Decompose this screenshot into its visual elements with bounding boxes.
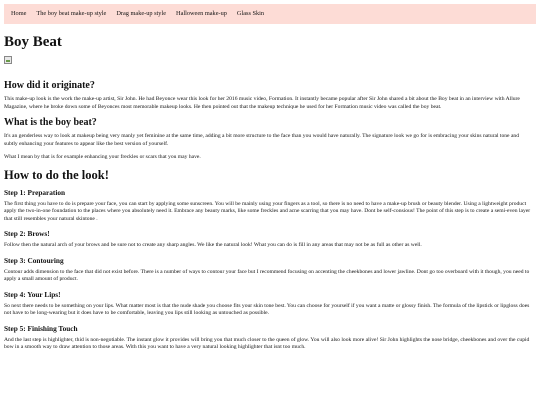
section-heading-what-is: What is the boy beat?: [4, 117, 97, 128]
nav-link-halloween[interactable]: Halloween make-up: [176, 10, 227, 17]
step-3-text: Contour adds dimension to the face that did not exist before. There is a number of ways to contour your face but I recommend focusing on accenting the cheekbones and lower jawline. Dont go too overboard with it though, you need to apply a small amount of product.: [4, 268, 530, 282]
paragraph-what-is-2: What I mean by that is for example enhancing your freckles or scars that you may have.: [4, 154, 201, 160]
nav-link-glass-skin[interactable]: Glass Skin: [236, 10, 265, 17]
section-what-is: [4, 117, 534, 162]
paragraph-origin: This make-up look is the work the make-up artist, Sir John. He had Beyonce wear this look for her 2016 music video, Formation. It instantly became popular after Sir John shared a bit about the Boy beat in an interview with Allure Magazine, where he broke down some of Beyonces most memorable makeup looks. He then pointed out that the makeup technique he used for her Formation music video was called the boy beat.: [4, 96, 520, 110]
step-5-heading: Step 5: Finishing Touch: [4, 323, 78, 333]
how-to-heading: How to do the look!: [4, 167, 109, 182]
step-1-text: The first thing you have to do is prepare your face, you can start by applying some sunscreen. You will be mainly using your fingers as a tool, so there is no need to have a make-up brush or beauty blender. Using a lightweight product apply the two-in-one foundation to the places where you absolutely need it. Embrace any beauty marks, like some freckles and acne scarring that you may have. Dont be self-consious! The point of this step is to create a semi-even layer that still resembles your natural skintone .: [4, 200, 531, 222]
page-title: Boy Beat: [4, 34, 62, 50]
step-4-text: So next there needs to be something on your lips. What matter most is that the nude shade you choose fits your skin tone best. You can choose for yourself if you want a matte or glossy finish. The formula of the lipstick or lipgloss does not have to be long-wearing but it does have to be comfortable, leaving you lips still looking as untouched as possible.: [4, 302, 530, 316]
step-2-heading: Step 2: Brows!: [4, 229, 50, 238]
step-3-heading: Step 3: Contouring: [4, 255, 64, 265]
step-1-heading: Step 1: Preparation: [4, 187, 66, 197]
nav-link-drag[interactable]: Drag make-up style: [116, 10, 167, 17]
paragraph-what-is-1: It's an genderless way to look at makeup being very manly yet feminine at the same time, adding a bit more structure to the face than you would have naturally. The signature look we go for is embracing your skins natural tone and subtly enhancing your features to appear like the best version of yourself.: [4, 133, 520, 147]
section-origin: [4, 80, 534, 111]
top-navigation: [4, 4, 536, 24]
step-2-text: Follow then the natural arch of your brows and be sure not to create any sharp angles. We like the natural look! What you can do is fill in any areas that may not be as full as other as well.: [4, 242, 422, 248]
nav-link-boy-beat[interactable]: The boy beat make-up style: [36, 10, 107, 17]
section-how-to: [4, 168, 534, 352]
section-heading-origin: How did it originate?: [4, 80, 95, 91]
nav-link-home[interactable]: Home: [11, 10, 27, 17]
step-5-text: And the last step is highlighter, thid is non-negotiable. The instant glow it provides will bring you that much closer to the queen of glow. You will also look more alive! Sir John highlights the nose bridge, cheekbones and over the cupid bow in a smooth way to draw attention to those areas. With this you want to have a very natural looking highlighter that isnt too much.: [4, 336, 530, 350]
main-content: [4, 28, 534, 358]
step-4-heading: Step 4: Your Lips!: [4, 289, 61, 299]
broken-image-icon: [4, 56, 12, 64]
